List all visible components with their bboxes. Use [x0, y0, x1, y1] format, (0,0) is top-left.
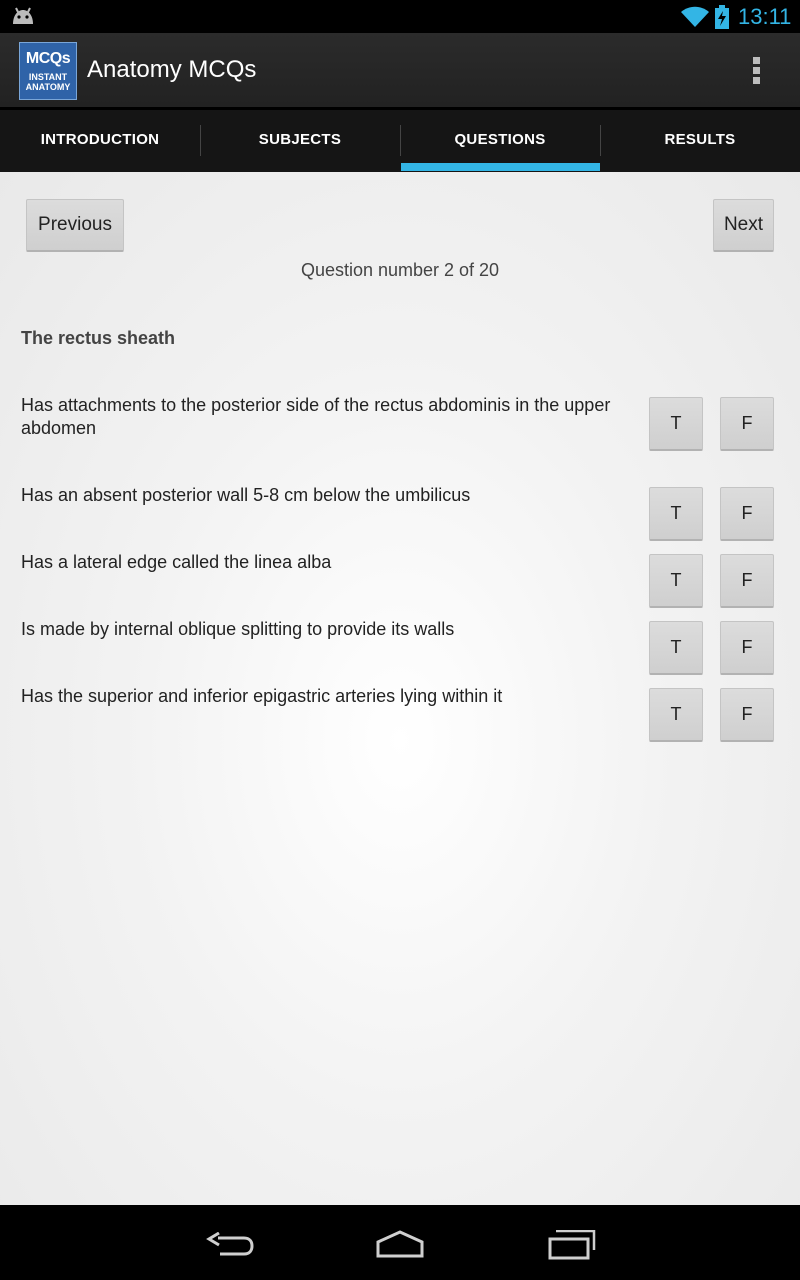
tab-results[interactable]: RESULTS: [664, 131, 736, 148]
wifi-icon: [680, 6, 710, 28]
tab-bar: [0, 110, 800, 172]
android-icon: [10, 6, 36, 26]
action-bar: [0, 33, 800, 107]
app-logo-text-1: MCQs: [25, 50, 71, 67]
true-button[interactable]: T: [649, 487, 703, 541]
statement-text: Has an absent posterior wall 5-8 cm below the umbilicus: [21, 485, 471, 505]
statement-text: Has attachments to the posterior side of the rectus abdominis in the upper abdomen: [21, 395, 611, 438]
question-panel: [0, 172, 800, 1205]
false-button[interactable]: F: [720, 554, 774, 608]
back-icon[interactable]: [206, 1232, 254, 1260]
status-bar: [0, 0, 800, 33]
next-button[interactable]: Next: [713, 199, 774, 252]
home-icon[interactable]: [375, 1230, 425, 1258]
tab-questions[interactable]: QUESTIONS: [454, 131, 546, 148]
false-button[interactable]: F: [720, 621, 774, 675]
tab-introduction[interactable]: INTRODUCTION: [40, 131, 160, 148]
tab-subjects[interactable]: SUBJECTS: [258, 131, 342, 148]
app-logo-text-2: INSTANT: [28, 72, 68, 82]
battery-charging-icon: [714, 5, 730, 29]
app-logo-text-3: ANATOMY: [25, 82, 71, 92]
status-clock: 13:11: [738, 4, 792, 29]
overflow-menu-icon[interactable]: [752, 55, 762, 87]
true-button[interactable]: T: [649, 554, 703, 608]
statement-text: Has a lateral edge called the linea alba: [21, 552, 332, 572]
recent-apps-icon[interactable]: [548, 1230, 596, 1260]
selected-tab-indicator: [401, 163, 600, 171]
statement-text: Is made by internal oblique splitting to provide its walls: [21, 619, 455, 639]
app-logo[interactable]: [19, 42, 77, 100]
false-button[interactable]: F: [720, 397, 774, 451]
question-counter: Question number 2 of 20: [300, 260, 500, 280]
navigation-bar: [0, 1205, 800, 1280]
true-button[interactable]: T: [649, 397, 703, 451]
false-button[interactable]: F: [720, 487, 774, 541]
statement-text: Has the superior and inferior epigastric arteries lying within it: [21, 686, 503, 706]
question-title: The rectus sheath: [21, 328, 176, 348]
false-button[interactable]: F: [720, 688, 774, 742]
previous-button[interactable]: Previous: [26, 199, 124, 252]
true-button[interactable]: T: [649, 688, 703, 742]
app-title: Anatomy MCQs: [87, 56, 257, 83]
true-button[interactable]: T: [649, 621, 703, 675]
